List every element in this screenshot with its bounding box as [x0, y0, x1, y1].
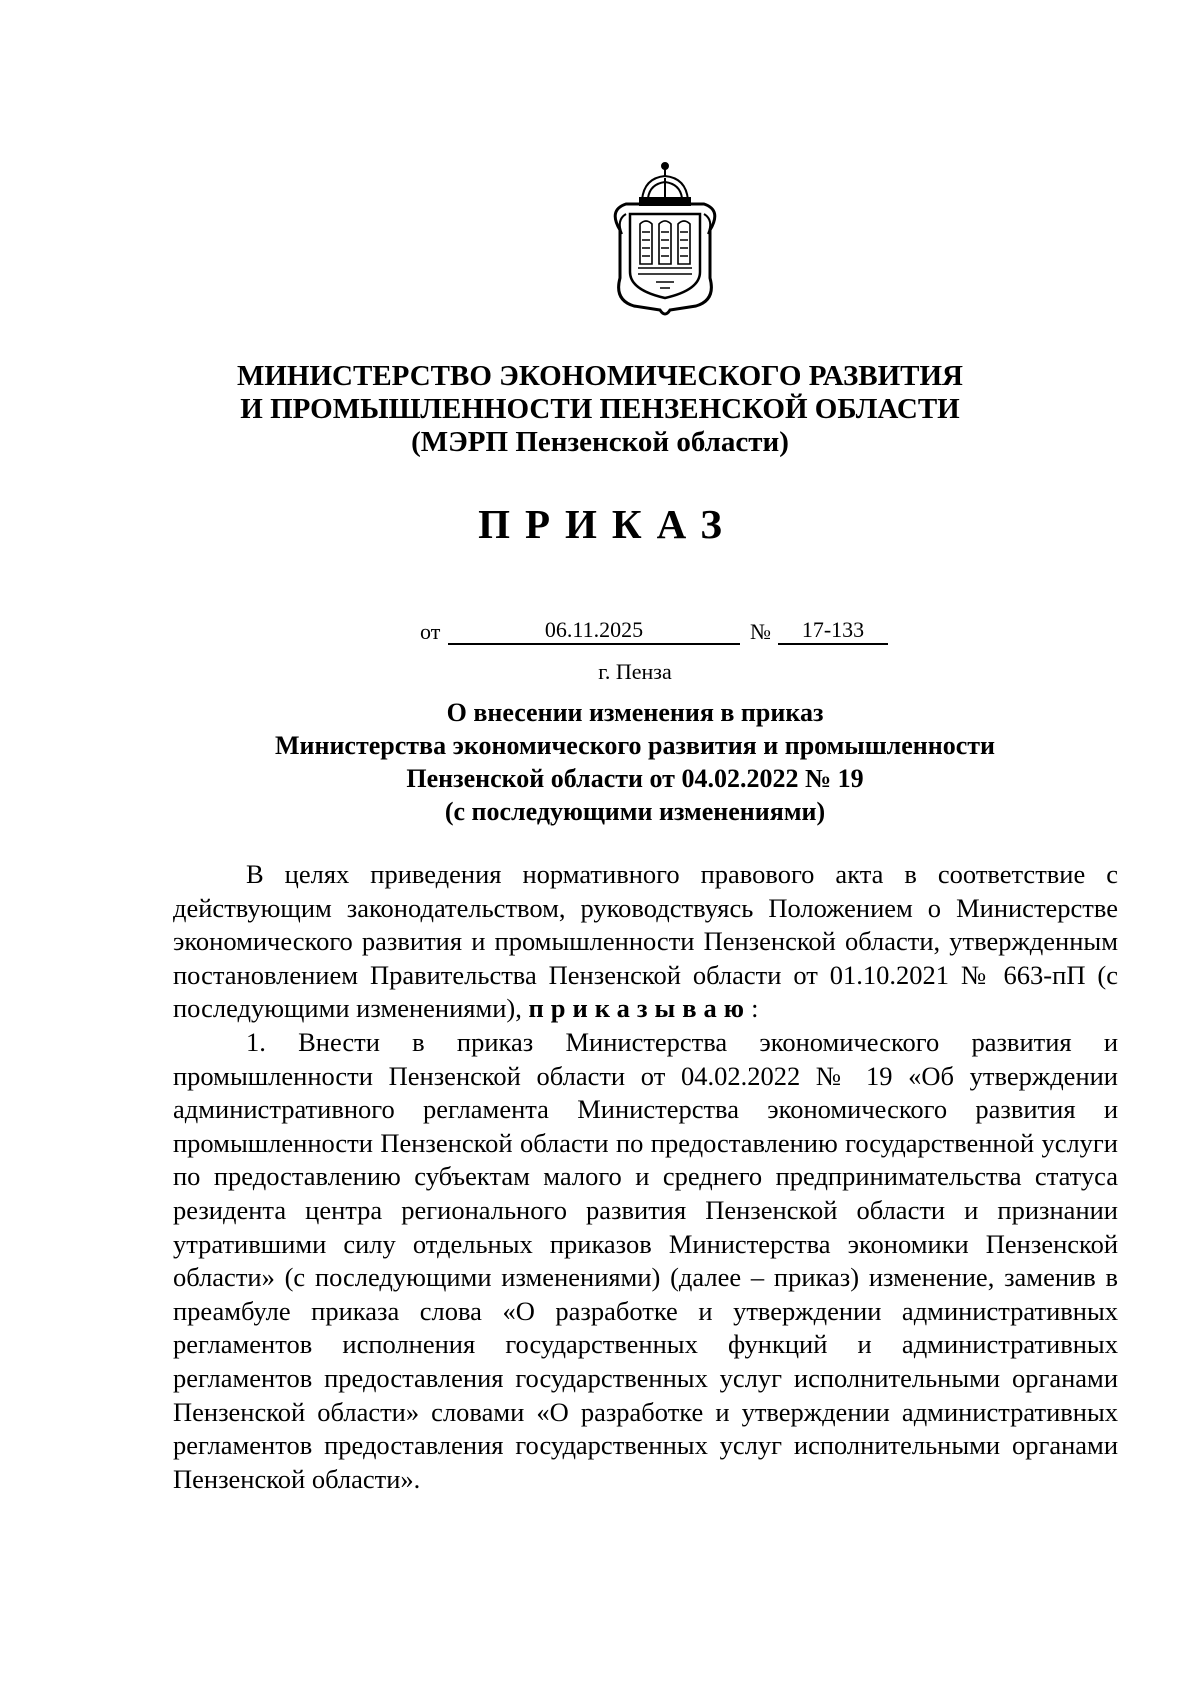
ministry-name-line2: И ПРОМЫШЛЕННОСТИ ПЕНЗЕНСКОЙ ОБЛАСТИ [240, 393, 960, 425]
subject-line2: Министерства экономического развития и промышленности [274, 731, 996, 760]
preamble-paragraph [173, 858, 1118, 1026]
ministry-name [200, 360, 1000, 459]
order-body [173, 858, 1118, 1496]
order-date-number-line [0, 617, 1200, 647]
coat-of-arms-icon [600, 160, 730, 320]
subject-line4: (с последующими изменениями) [444, 797, 826, 826]
order-date: 06.11.2025 [448, 617, 740, 645]
subject-line1: О внесении изменения в приказ [446, 698, 824, 727]
ministry-name-line1: МИНИСТЕРСТВО ЭКОНОМИЧЕСКОГО РАЗВИТИЯ [237, 360, 963, 392]
number-label: № [750, 619, 771, 644]
order-number: 17-133 [778, 617, 888, 645]
ministry-short-name: (МЭРП Пензенской области) [411, 426, 789, 458]
order-word: приказываю [528, 993, 752, 1024]
city: г. Пенза [598, 659, 672, 684]
preamble-text: В целях приведения нормативного правового акта в соответствие с действующим законодательством, руководствуясь Положением о Министерстве экономического развития и промышленности Пензенской области, утвержденным постановлением Правительства Пензенской области от 01.10.2021 № 663-пП (с последующими изменениями), [173, 859, 1118, 1024]
subject-line3: Пензенской области от 04.02.2022 № 19 [406, 764, 864, 793]
item-1-paragraph: 1. Внести в приказ Министерства экономического развития и промышленности Пензенской области от 04.02.2022 № 19 «Об утверждении административного регламента Министерства экономического развития и промышленности Пензенской области по предоставлению государственной услуги по предоставлению субъектам малого и среднего предпринимательства статуса резидента центра регионального развития Пензенской области и признании утратившими силу отдельных приказов Министерства экономики Пензенской области» (с последующими изменениями) (далее – приказ) изменение, заменив в преамбуле приказа слова «О разработке и утверждении административных регламентов исполнения государственных функций и административных регламентов предоставления государственных услуг исполнительными органами Пензенской области» словами «О разработке и утверждении административных регламентов предоставления государственных услуг исполнительными органами Пензенской области». [173, 1026, 1118, 1494]
document-type-title: ПРИКАЗ [478, 501, 737, 547]
order-subject [200, 696, 1070, 828]
date-label: от [420, 619, 441, 644]
order-colon: : [751, 993, 759, 1024]
